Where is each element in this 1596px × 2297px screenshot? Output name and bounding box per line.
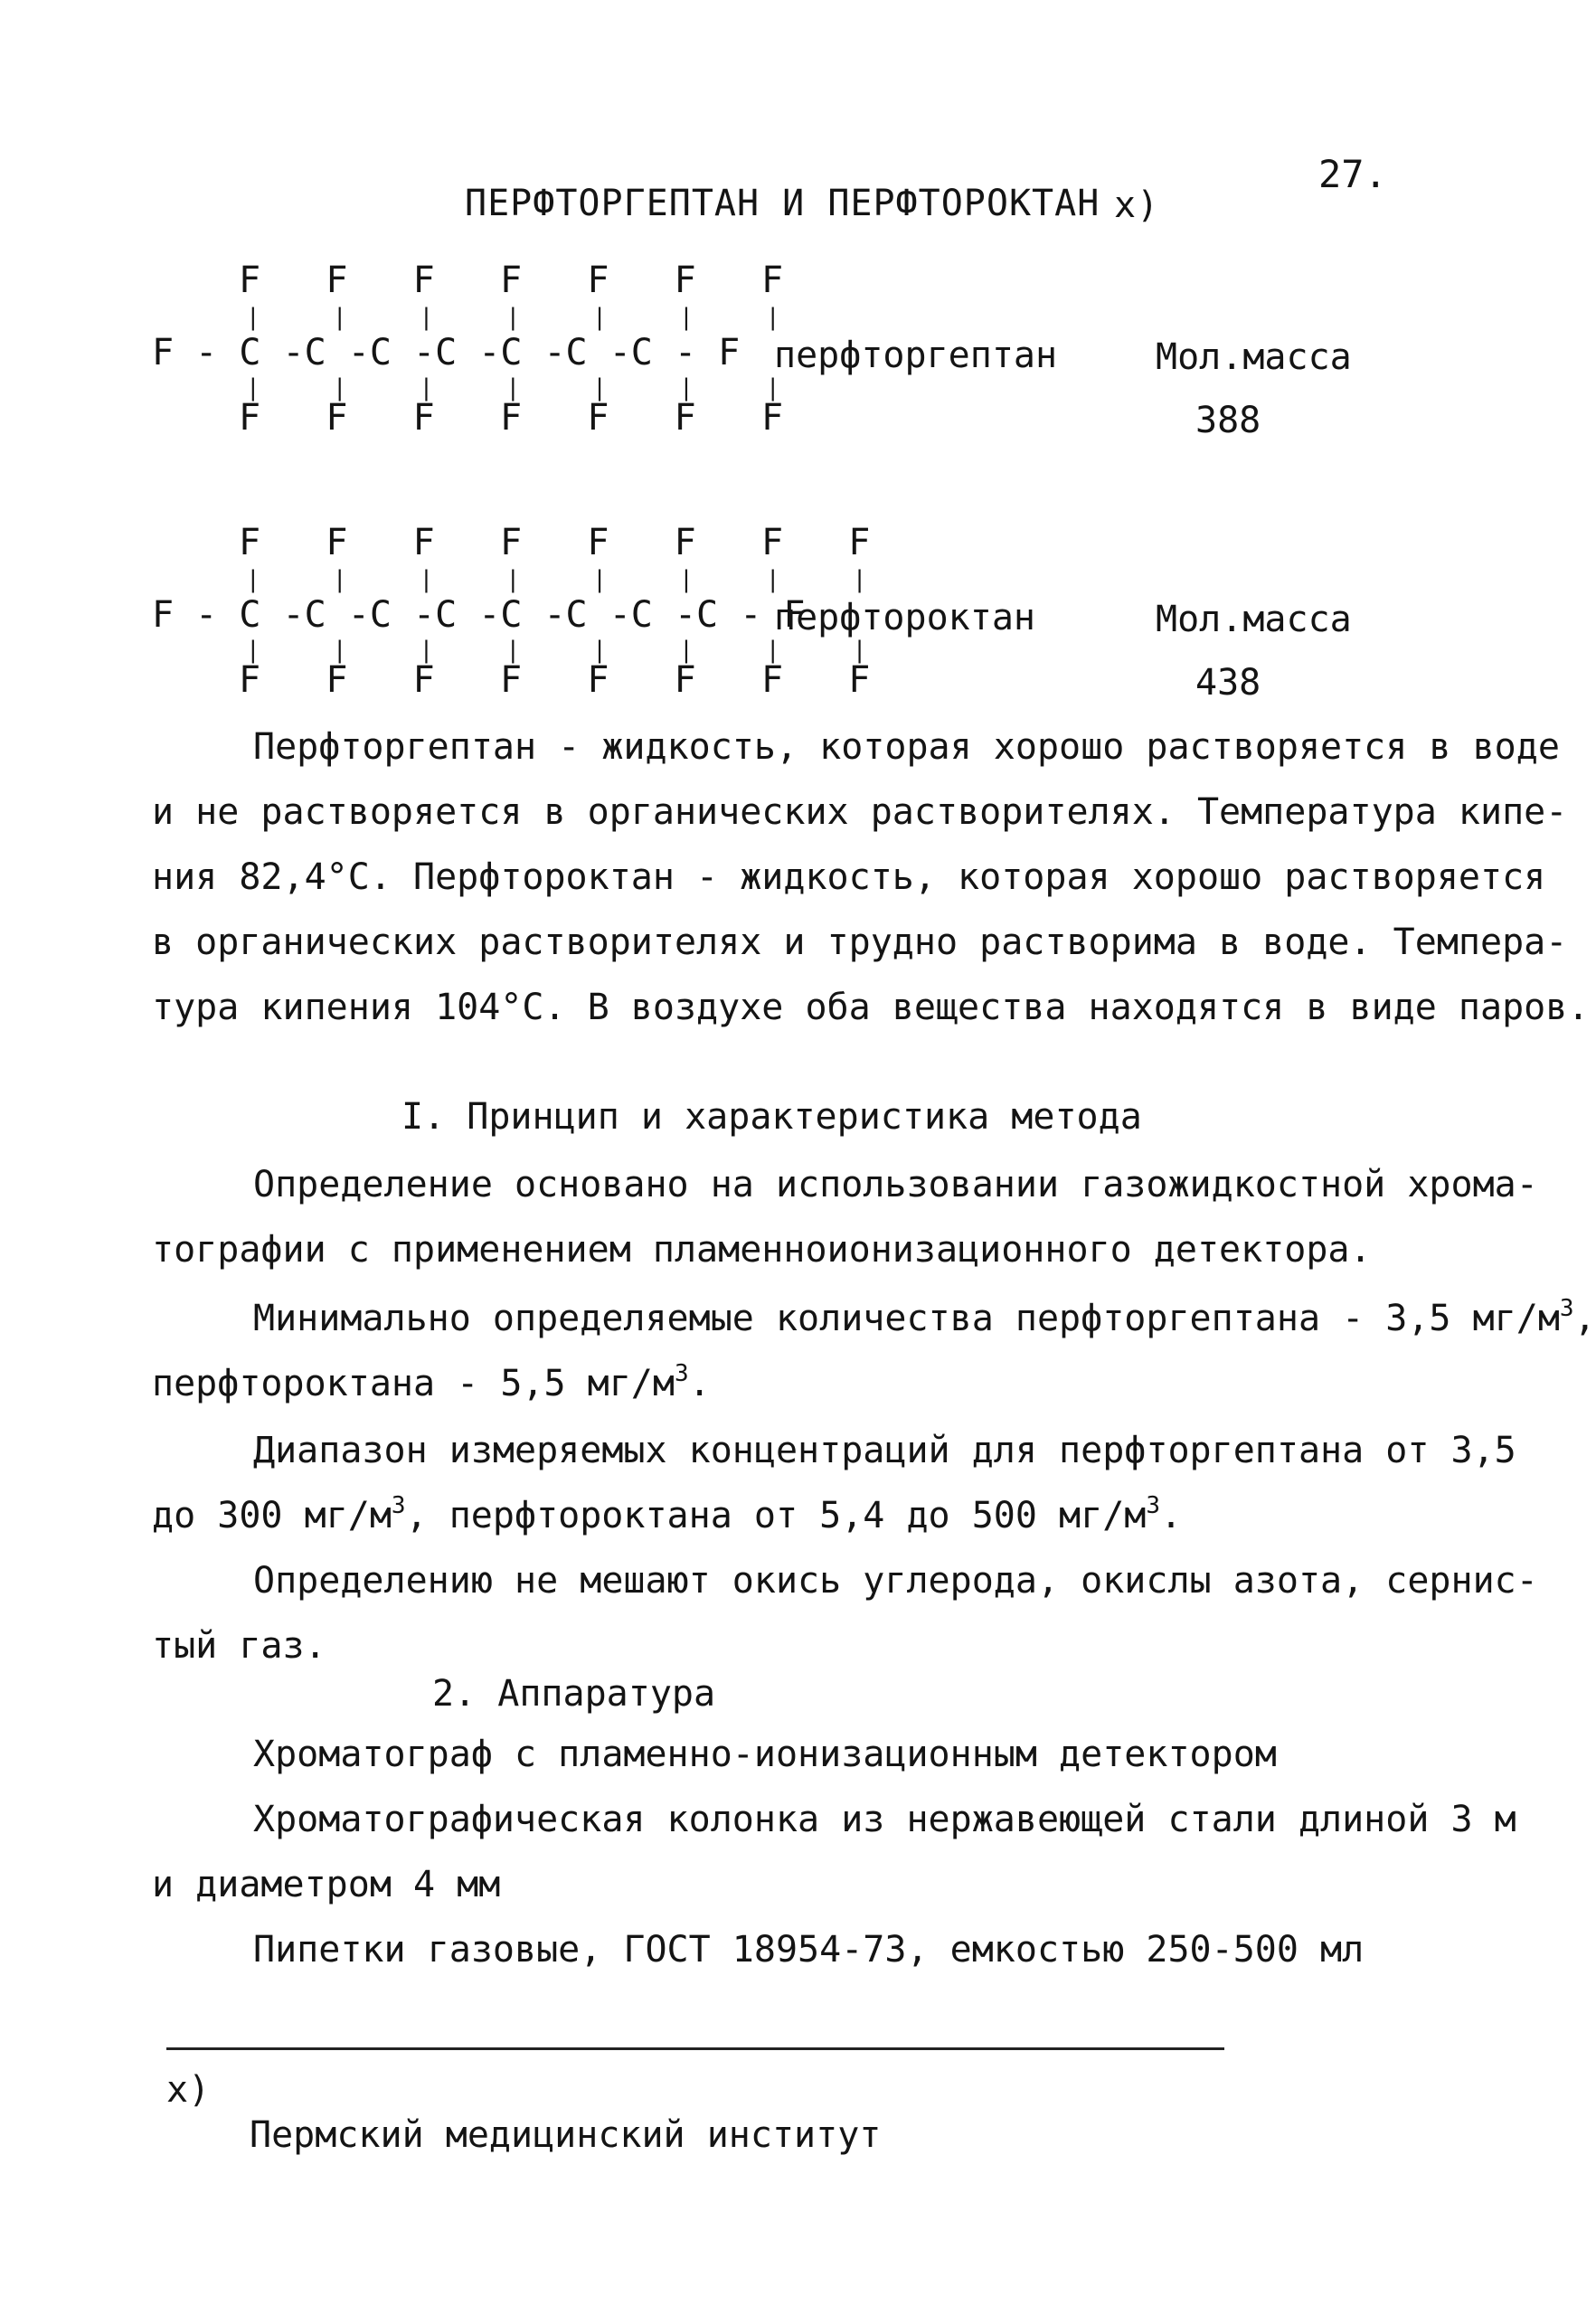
formula-bottom-bonds: | | | | | | | [246,374,788,402]
formula-chain: F - C -C -C -C -C -C -C - F [152,332,741,373]
interference-paragraph [152,1548,1538,1678]
list-item: и диаметром 4 мм [152,1864,501,1905]
superscript: 3 [1146,1492,1161,1519]
list-item: Пипетки газовые, ГОСТ 18954-73, емкостью 250-500 мл [253,1929,1365,1971]
structural-formula-octane [152,522,874,701]
text-line: до 300 мг/м [152,1495,392,1536]
footnote-divider [166,2047,1224,2050]
formula-top-row: F F F F F F F F [239,522,871,563]
molar-mass-value: 388 [1195,400,1261,441]
superscript: 3 [1559,1295,1574,1322]
text-line: , [1573,1298,1596,1339]
superscript: 3 [674,1360,689,1387]
formula-top-row: F F F F F F F [239,260,784,301]
title-footnote-mark: х) [1114,184,1160,226]
text-line: и не растворяется в органических растворителях. Температура кипе- [152,791,1568,833]
page-title: ПЕРФТОРГЕПТАН И ПЕРФТОРОКТАН [465,183,1100,224]
list-item: Хроматограф с пламенно-ионизационным детектором [253,1734,1277,1775]
text-line: . [1160,1495,1183,1536]
text-line: Диапазон измеряемых концентраций для перфторгептана от 3,5 [253,1430,1516,1471]
structural-formula-heptane [152,260,788,439]
molar-mass-label: Мол.масса [1156,599,1352,640]
footnote-mark: х) [166,2069,211,2111]
formula-bottom-bonds: | | | | | | | | [246,637,874,664]
apparatus-list [152,1722,1516,1982]
text-line: тура кипения 104°С. В воздухе оба вещества находятся в виде паров. [152,987,1590,1028]
text-line: тый газ. [152,1625,326,1667]
text-line: тографии с применением пламенноионизационного детектора. [152,1229,1372,1271]
formula-top-bonds: | | | | | | | | [246,566,874,593]
text-line: . [688,1363,711,1404]
page-number: 27. [1318,152,1387,196]
intro-paragraph [152,714,1589,1040]
compound-name: перфторгептан [774,335,1058,376]
compound-name: перфтороктан [774,597,1035,638]
list-item: Хроматографическая колонка из нержавеющей стали длиной 3 м [253,1799,1516,1840]
method-paragraph [152,1152,1538,1282]
text-line: Определение основано на использовании газожидкостной хрома- [253,1164,1538,1205]
formula-bottom-row: F F F F F F F [239,397,784,439]
superscript: 3 [391,1492,406,1519]
footnote-text: Пермский медицинский институт [250,2114,882,2156]
molar-mass-label: Мол.масса [1156,336,1352,378]
text-line: Перфторгептан - жидкость, которая хорошо растворяется в воде [253,726,1560,768]
formula-bottom-row: F F F F F F F F [239,659,871,701]
text-line: Определению не мешают окись углерода, окислы азота, сернис- [253,1560,1538,1602]
text-line: перфтороктана - 5,5 мг/м [152,1363,675,1404]
formula-chain: F - C -C -C -C -C -C -C -C - F [152,594,806,636]
section-heading: I. Принцип и характеристика метода [401,1096,1142,1138]
molar-mass-value: 438 [1195,662,1261,704]
text-line: , перфтороктана от 5,4 до 500 мг/м [405,1495,1147,1536]
formula-top-bonds: | | | | | | | [246,304,788,331]
text-line: Минимально определяемые количества перфторгептана - 3,5 мг/м [253,1298,1560,1339]
section-heading: 2. Аппаратура [432,1673,716,1715]
text-line: в органических растворителях и трудно растворима в воде. Темпера- [152,922,1568,963]
detection-limit-paragraph [152,1286,1596,1416]
range-paragraph [152,1418,1516,1548]
text-line: ния 82,4°С. Перфтороктан - жидкость, которая хорошо растворяется [152,856,1546,898]
